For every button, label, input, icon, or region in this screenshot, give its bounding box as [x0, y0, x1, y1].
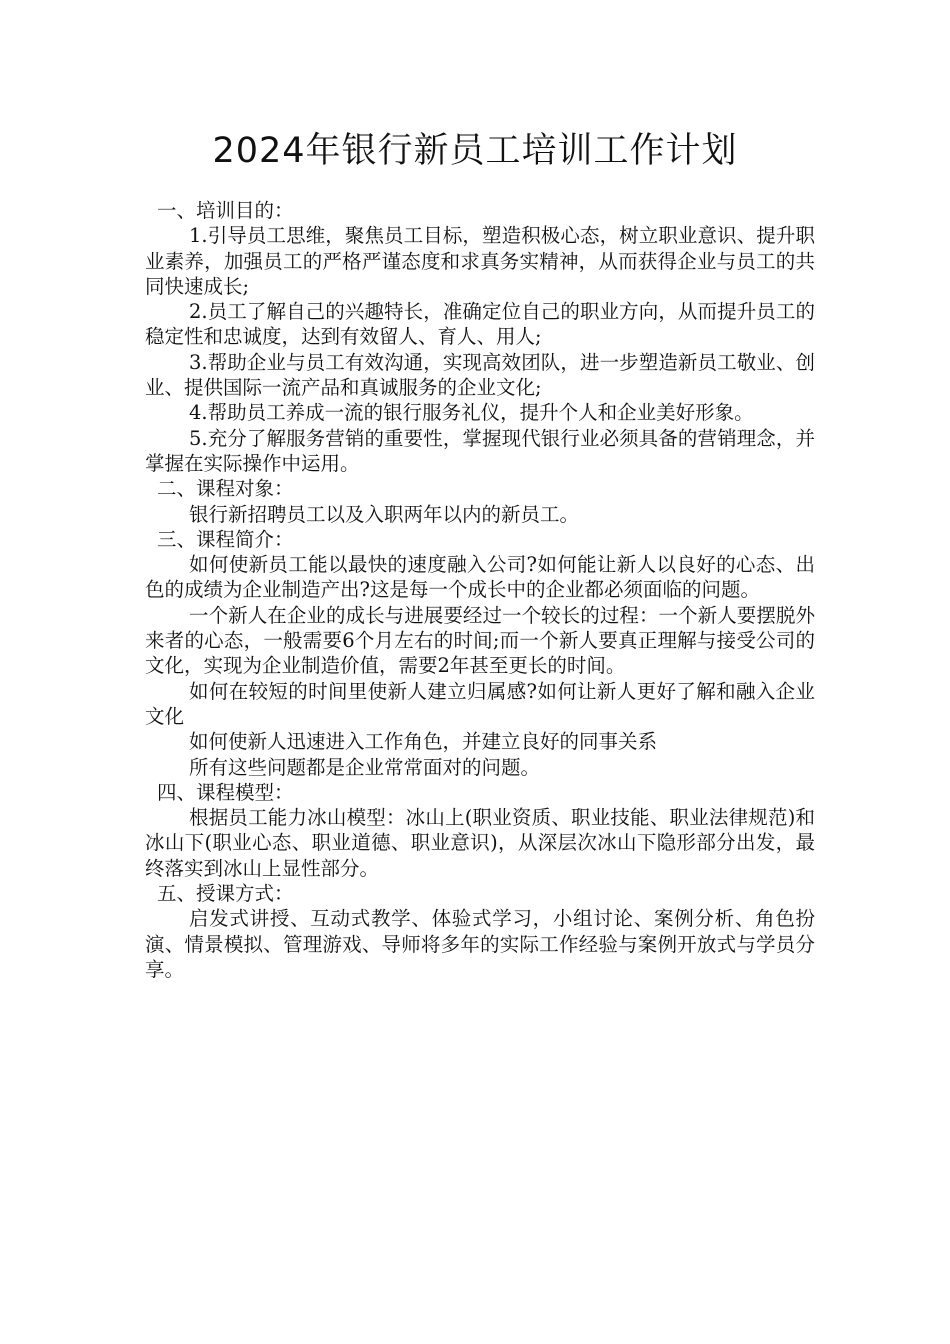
- paragraph: 如何使新员工能以最快的速度融入公司?如何能让新人以良好的心态、出色的成绩为企业制造产出?这是每一个成长中的企业都必须面临的问题。: [145, 553, 815, 602]
- document-title: 2024年银行新员工培训工作计划: [212, 131, 738, 171]
- paragraph: 1.引导员工思维，聚焦员工目标，塑造积极心态，树立职业意识、提升职业素养，加强员工的严格严谨态度和求真务实精神，从而获得企业与员工的共同快速成长;: [145, 224, 815, 298]
- paragraph: 5.充分了解服务营销的重要性，掌握现代银行业必须具备的营销理念，并掌握在实际操作中运用。: [145, 426, 815, 475]
- document-body: [145, 198, 815, 982]
- section-course-model: [145, 780, 815, 881]
- section-training-goals: [145, 198, 815, 476]
- section-heading: 三、课程简介：: [157, 527, 294, 551]
- paragraph: 2.员工了解自己的兴趣特长，准确定位自己的职业方向，从而提升员工的稳定性和忠诚度，达到有效留人、育人、用人;: [145, 300, 815, 349]
- section-heading: 二、课程对象：: [157, 477, 294, 501]
- section-heading: 一、培训目的：: [157, 199, 294, 222]
- paragraph: 启发式讲授、互动式教学、体验式学习，小组讨论、案例分析、角色扮演、情景模拟、管理游戏、导师将多年的实际工作经验与案例开放式与学员分享。: [145, 907, 815, 981]
- paragraph: 如何在较短的时间里使新人建立归属感?如何让新人更好了解和融入企业文化: [145, 679, 815, 728]
- paragraph: 根据员工能力冰山模型：冰山上(职业资质、职业技能、职业法律规范)和冰山下(职业心态、职业道德、职业意识)，从深层次冰山下隐形部分出发，最终落实到冰山上显性部分。: [145, 806, 815, 880]
- section-heading: 四、课程模型：: [157, 780, 294, 804]
- paragraph: 如何使新人迅速进入工作角色，并建立良好的同事关系: [189, 730, 658, 754]
- section-course-audience: [145, 476, 815, 527]
- paragraph: 所有这些问题都是企业常常面对的问题。: [189, 755, 541, 779]
- section-teaching-method: [145, 881, 815, 982]
- paragraph: 银行新招聘员工以及入职两年以内的新员工。: [189, 502, 580, 526]
- section-course-intro: [145, 527, 815, 780]
- paragraph: 3.帮助企业与员工有效沟通，实现高效团队，进一步塑造新员工敬业、创业、提供国际一流产品和真诚服务的企业文化;: [145, 350, 815, 400]
- paragraph: 4.帮助员工养成一流的银行服务礼仪，提升个人和企业美好形象。: [189, 401, 754, 425]
- section-heading: 五、授课方式：: [157, 882, 294, 906]
- paragraph: 一个新人在企业的成长与进展要经过一个较长的过程：一个新人要摆脱外来者的心态，一般需要6个月左右的时间;而一个新人要真正理解与接受公司的文化，实现为企业制造价值，需要2年甚至更长的时间。: [145, 603, 815, 678]
